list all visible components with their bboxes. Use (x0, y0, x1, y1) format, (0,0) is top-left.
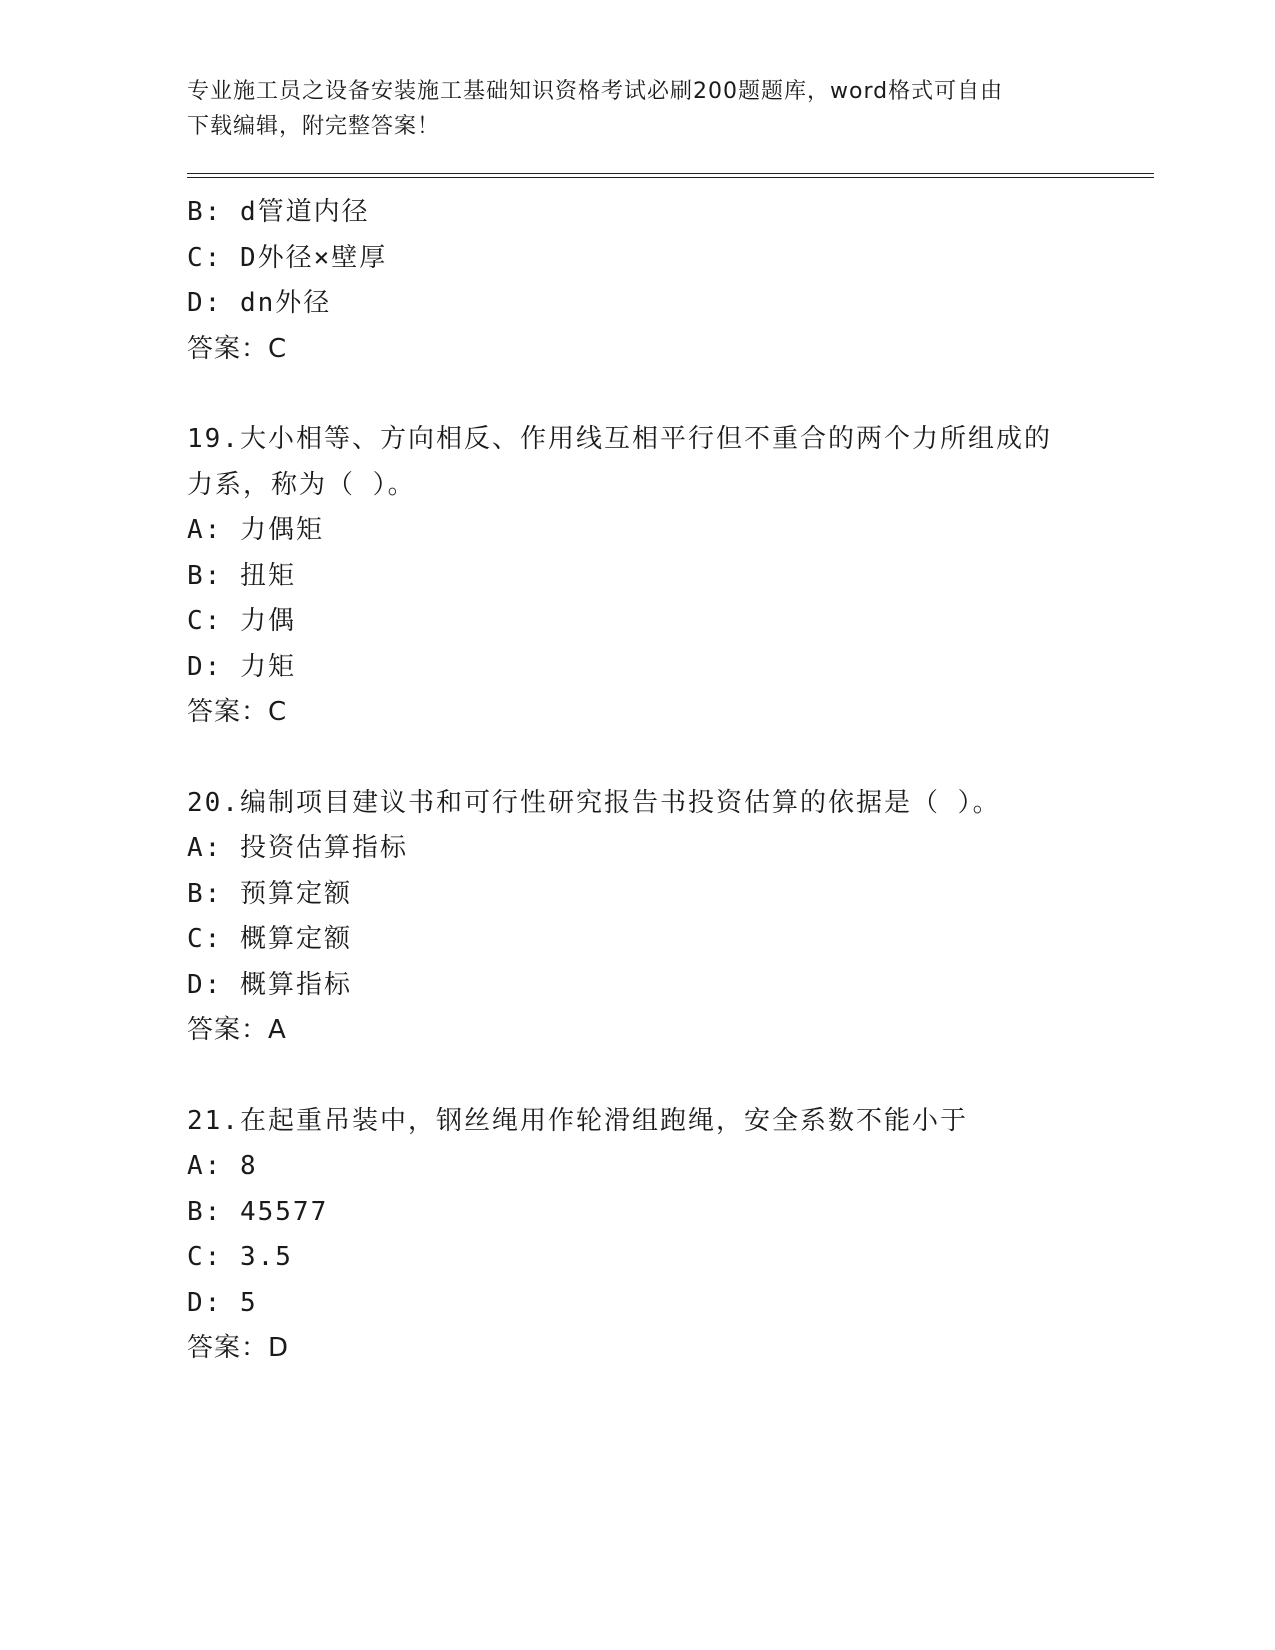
question-21 (187, 1099, 1147, 1372)
question-stem-line-1: 19.大小相等、方向相反、作用线互相平行但不重合的两个力所组成的 (187, 424, 1052, 454)
question-stem-line-2: 力系，称为（ ）。 (187, 469, 416, 500)
question-stem: 21.在起重吊装中，钢丝绳用作轮滑组跑绳，安全系数不能小于 (187, 1105, 968, 1136)
option-b: B: d管道内径 (187, 197, 370, 227)
option-d: D: 概算指标 (187, 969, 352, 1000)
option-a: A: 8 (187, 1151, 258, 1181)
answer: 答案：A (187, 1015, 287, 1045)
question-list (187, 190, 1147, 1372)
option-a: A: 力偶矩 (187, 515, 324, 545)
header-rule-bottom (187, 177, 1154, 178)
question-stem: 20.编制项目建议书和可行性研究报告书投资估算的依据是（ ）。 (187, 787, 1001, 818)
option-c: C: D外径×壁厚 (187, 242, 388, 273)
option-d: D: 5 (187, 1287, 258, 1318)
question-20 (187, 781, 1147, 1054)
option-b: B: 预算定额 (187, 878, 352, 909)
option-c: C: 概算定额 (187, 924, 352, 954)
question-19 (187, 417, 1147, 736)
option-c: C: 3.5 (187, 1242, 293, 1272)
document-header (187, 74, 1087, 144)
header-line-1: 专业施工员之设备安装施工基础知识资格考试必刷200题题库，word格式可自由 (187, 79, 1004, 104)
option-c: C: 力偶 (187, 606, 296, 636)
option-d: D: dn外径 (187, 288, 332, 318)
option-b: B: 扭矩 (187, 560, 296, 591)
answer: 答案：D (187, 1333, 290, 1363)
header-rule-top (187, 173, 1154, 174)
option-d: D: 力矩 (187, 651, 296, 682)
header-line-2: 下载编辑，附完整答案！ (187, 114, 441, 139)
answer: 答案：C (187, 333, 288, 364)
question-18-tail (187, 190, 1147, 372)
answer: 答案：C (187, 697, 288, 727)
option-b: B: 45577 (187, 1196, 329, 1227)
option-a: A: 投资估算指标 (187, 833, 408, 863)
